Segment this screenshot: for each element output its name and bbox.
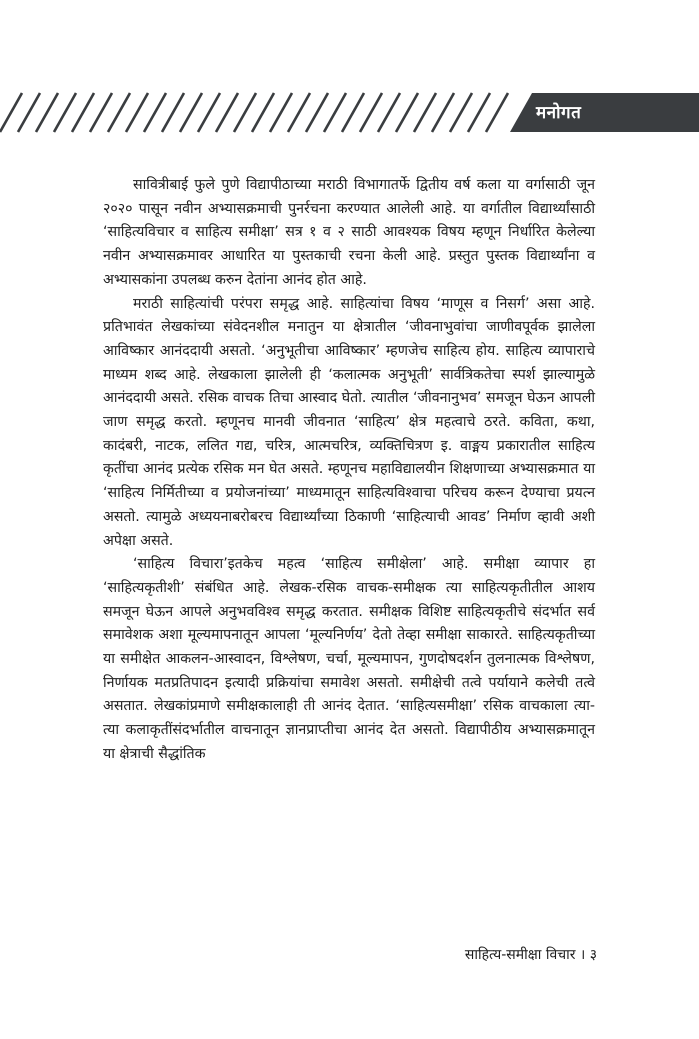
paragraph: सावित्रीबाई फुले पुणे विद्यापीठाच्या मराठी विभागातर्फे द्वितीय वर्ष कला या वर्गासाठी जून २०२० पासून नवीन अभ्यासक्रमाची पुनर्रचना करण्यात आलेली आहे. या वर्गातील विद्यार्थ्यांसाठी ‘साहित्यविचार व साहित्य समीक्षा’ सत्र १ व २ साठी आवश्यक विषय म्हणून निर्धारित केलेल्या नवीन अभ्यासक्रमावर आधारित या पुस्तकाची रचना केली आहे. प्रस्तुत पुस्तक विद्यार्थ्यांना व अभ्यासकांना उपलब्ध करुन देतांना आनंद होत आहे. (103, 177, 595, 288)
paragraph: ‘साहित्य विचारा’इतकेच महत्व ‘साहित्य समीक्षेला’ आहे. समीक्षा व्यापार हा ‘साहित्यकृतीशी’ संबंधित आहे. लेखक-रसिक वाचक-समीक्षक त्या साहित्यकृतीतील आशय समजून घेऊन आपले अनुभवविश्व समृद्ध करतात. समीक्षक विशिष्ट साहित्यकृतीचे संदर्भात सर्व समावेशक अशा मूल्यमापनातून आपला ‘मूल्यनिर्णय’ देतो तेव्हा समीक्षा साकारते. साहित्यकृतीच्या या समीक्षेत आकलन-आस्वादन, विश्लेषण, चर्चा, मूल्यमापन, गुणदोषदर्शन तुलनात्मक विश्लेषण, निर्णायक मतप्रतिपादन इत्यादी प्रक्रियांचा समावेश असतो. समीक्षेची तत्वे पर्यायाने कलेची तत्वे असतात. लेखकांप्रमाणे समीक्षकालाही ती आनंद देतात. ‘साहित्यसमीक्षा’ रसिक वाचकाला त्या-त्या कलाकृतींसंदर्भातील वाचनातून ज्ञानप्राप्तीचा आनंद देत असतो. विद्यापीठीय अभ्यासक्रमातून या क्षेत्राची सैद्धांतिक (103, 556, 595, 762)
page-footer: साहित्य-समीक्षा विचार । ३ (464, 947, 597, 963)
body-text (103, 174, 595, 767)
paragraph: मराठी साहित्यांची परंपरा समृद्ध आहे. साहित्यांचा विषय ‘माणूस व निसर्ग’ असा आहे. प्रतिभावंत लेखकांच्या संवेदनशील मनातुन या क्षेत्रातील ‘जीवनाभुवांचा जाणीवपूर्वक झालेला आविष्कार आनंददायी असतो. ‘अनुभूतीचा आविष्कार’ म्हणजेच साहित्य होय. साहित्य व्यापाराचे माध्यम शब्द आहे. लेखकाला झालेली ही ‘कलात्मक अनुभूती’ सार्वत्रिकतेचा स्पर्श झाल्यामुळे आनंददायी असते. रसिक वाचक तिचा आस्वाद घेतो. त्यातील ‘जीवनानुभव’ समजून घेऊन आपली जाण समृद्ध करतो. म्हणूनच मानवी जीवनात ‘साहित्य’ क्षेत्र महत्वाचे ठरते. कविता, कथा, कादंबरी, नाटक, ललित गद्य, चरित्र, आत्मचरित्र, व्यक्तिचित्रण इ. वाङ्मय प्रकारातील साहित्य कृतींचा आनंद प्रत्येक रसिक मन घेत असते. म्हणूनच महाविद्यालयीन शिक्षणाच्या अभ्यासक्रमात या ‘साहित्य निर्मितीच्या व प्रयोजनांच्या’ माध्यमातून साहित्यविश्वाचा परिचय करून देण्याचा प्रयत्न असतो. त्यामुळे अध्ययनाबरोबरच विद्यार्थ्यांच्या ठिकाणी ‘साहित्याची आवड’ निर्माण व्हावी अशी अपेक्षा असते. (103, 295, 595, 549)
page-title: मनोगत (536, 103, 582, 123)
